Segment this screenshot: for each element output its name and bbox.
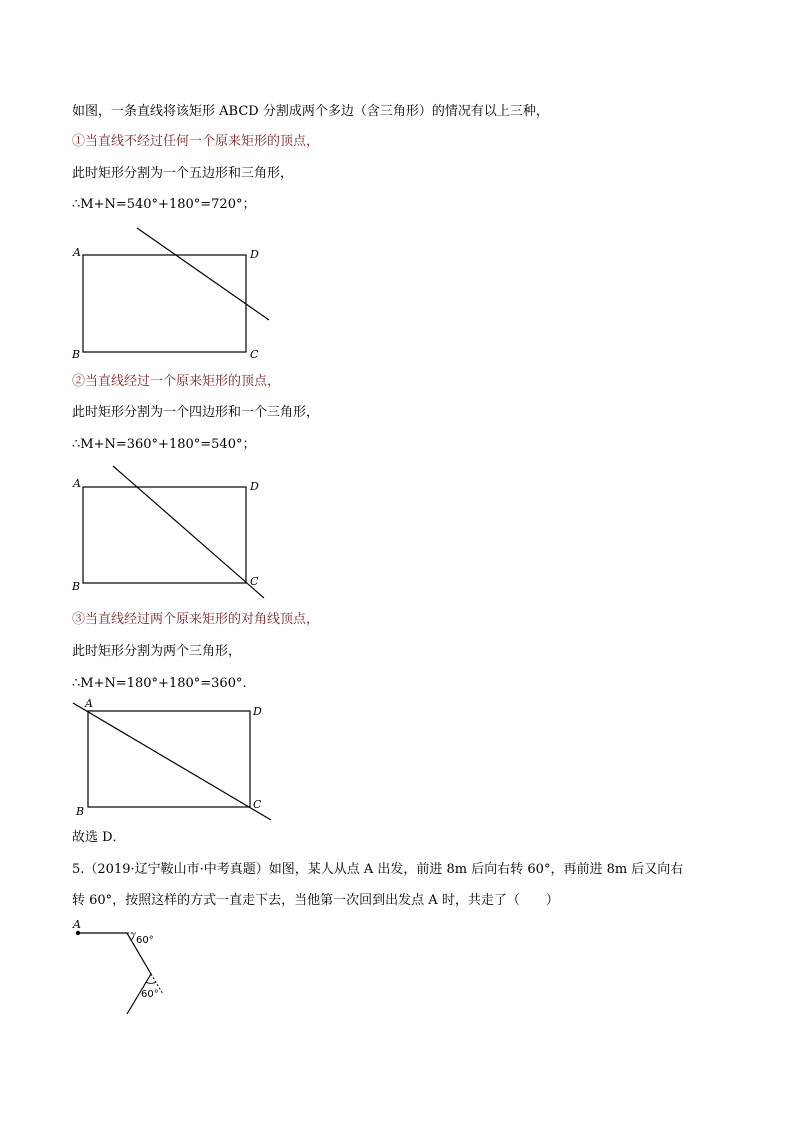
case2-equation: ∴M+N=360°+180°=540°； — [72, 437, 256, 452]
vertex-label-d: D — [253, 705, 262, 718]
vertex-label-b: B — [72, 348, 81, 361]
vertex-label-d: D — [250, 480, 259, 493]
case3-title: ③当直线经过两个原来矩形的对角线顶点， — [72, 612, 320, 627]
figure-walking-path — [72, 918, 163, 1014]
rectangle-abcd — [83, 487, 246, 583]
vertex-label-c: C — [250, 575, 259, 588]
case3-equation: ∴M+N=180°+180°=360°. — [72, 676, 247, 691]
case2-desc: 此时矩形分割为一个四边形和一个三角形， — [72, 405, 320, 420]
intro-text: 如图，一条直线将该矩形 ABCD 分割成两个多边（含三角形）的情况有以上三种， — [72, 104, 549, 119]
vertex-label-c: C — [253, 798, 262, 811]
cutting-line — [137, 228, 269, 320]
rectangle-abcd — [83, 255, 246, 352]
vertex-label-d: D — [250, 248, 259, 261]
case1-desc: 此时矩形分割为一个五边形和三角形， — [72, 166, 294, 181]
answer-text: 故选 D． — [72, 830, 126, 845]
vertex-label-a: A — [85, 697, 93, 710]
case1-title: ①当直线不经过任何一个原来矩形的顶点， — [72, 134, 320, 149]
angle-arc-2 — [146, 982, 156, 984]
cutting-line — [113, 466, 264, 598]
angle-label-1: 60° — [136, 935, 154, 946]
question5-line2: 转 60°，按照这样的方式一直走下去，当他第一次回到出发点 A 时，共走了（ ） — [72, 893, 559, 908]
case2-title: ②当直线经过一个原来矩形的顶点， — [72, 374, 281, 389]
figure-case2 — [71, 466, 264, 598]
case1-equation: ∴M+N=540°+180°=720°； — [72, 197, 256, 212]
vertex-label-b: B — [76, 805, 85, 818]
angle-label-2: 60° — [141, 989, 159, 1000]
angle-arc-1 — [131, 933, 134, 940]
vertex-label-a: A — [73, 246, 81, 259]
vertex-label-b: B — [72, 580, 81, 593]
diagonal-line — [73, 703, 271, 820]
vertex-label-a: A — [73, 477, 81, 490]
figure-case3 — [73, 697, 271, 820]
start-label-a: A — [73, 918, 81, 931]
question5-line1: 5.（2019·辽宁鞍山市·中考真题）如图，某人从点 A 出发，前进 8m 后向右转 60°，再前进 8m 后又向右 — [72, 862, 684, 877]
figure-case1 — [71, 228, 269, 361]
vertex-label-c: C — [250, 348, 259, 361]
case3-desc: 此时矩形分割为两个三角形， — [72, 644, 242, 659]
